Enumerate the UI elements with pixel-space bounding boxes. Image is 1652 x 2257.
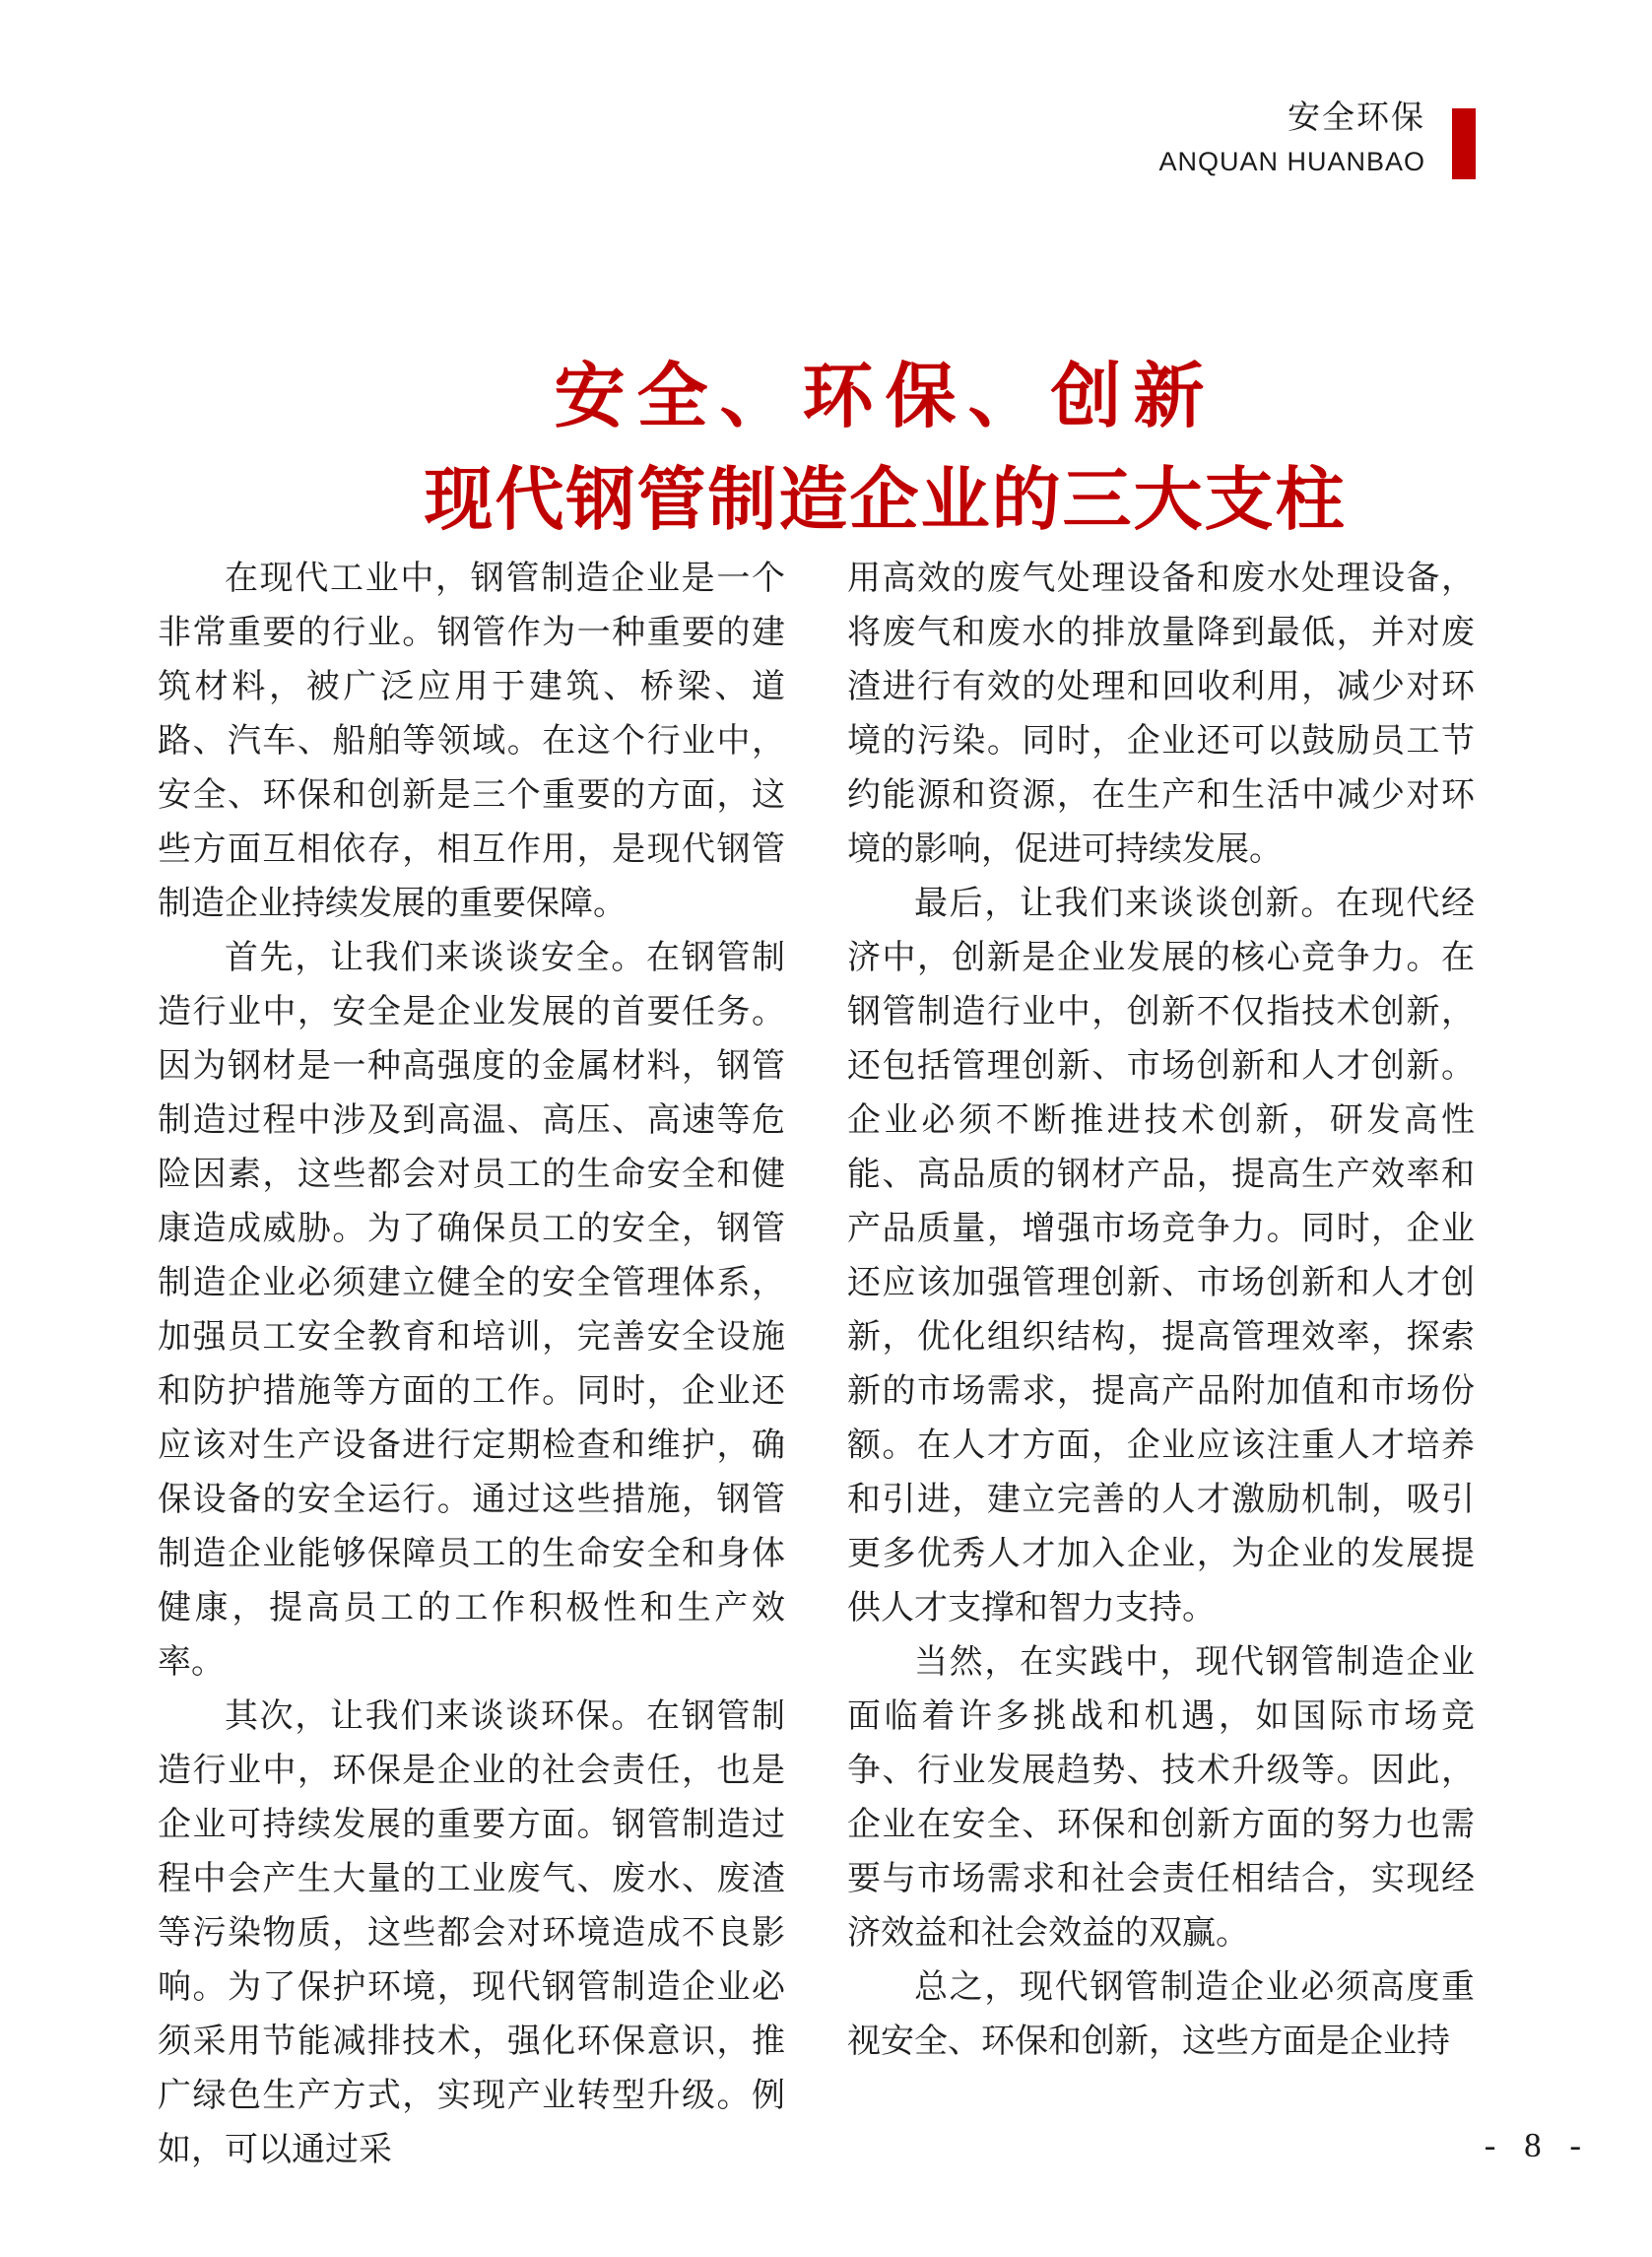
body-paragraph: 其次，让我们来谈谈环保。在钢管制造行业中，环保是企业的社会责任，也是企业可持续发展的重要方面。钢管制造过程中会产生大量的工业废气、废水、废渣等污染物质，这些都会对环境造成不良影响。为了保护环境，现代钢管制造企业必须采用节能减排技术，强化环保意识，推广绿色生产方式，实现产业转型升级。例如，可以通过采 [158, 1698, 785, 2168]
body-paragraph: 总之，现代钢管制造企业必须高度重视安全、环保和创新，这些方面是企业持 [847, 1969, 1475, 2060]
body-paragraph: 首先，让我们来谈谈安全。在钢管制造行业中，安全是企业发展的首要任务。因为钢材是一种高强度的金属材料，钢管制造过程中涉及到高温、高压、高速等危险因素，这些都会对员工的生命安全和健康造成威胁。为了确保员工的安全，钢管制造企业必须建立健全的安全管理体系，加强员工安全教育和培训，完善安全设施和防护措施等方面的工作。同时，企业还应该对生产设备进行定期检查和维护，确保设备的安全运行。通过这些措施，钢管制造企业能够保障员工的生命安全和身体健康，提高员工的工作积极性和生产效率。 [158, 940, 785, 1681]
body-paragraph: 当然，在实践中，现代钢管制造企业面临着许多挑战和机遇，如国际市场竞争、行业发展趋势、技术升级等。因此，企业在安全、环保和创新方面的努力也需要与市场需求和社会责任相结合，实现经济效益和社会效益的双赢。 [847, 1644, 1475, 1952]
red-accent-bar [1452, 108, 1476, 179]
left-column [158, 552, 785, 2177]
body-paragraph: 在现代工业中，钢管制造企业是一个非常重要的行业。钢管作为一种重要的建筑材料，被广泛应用于建筑、桥梁、道路、汽车、船舶等领域。在这个行业中，安全、环保和创新是三个重要的方面，这些方面互相依存，相互作用，是现代钢管制造企业持续发展的重要保障。 [158, 561, 785, 922]
article-body [158, 552, 1475, 2177]
section-title-chinese: 安全环保 [1288, 100, 1425, 136]
section-title-pinyin: ANQUAN HUANBAO [1158, 147, 1425, 176]
article-title-line2: 现代钢管制造企业的三大支柱 [424, 461, 1347, 538]
body-paragraph-continuation: 用高效的废气处理设备和废水处理设备，将废气和废水的排放量降到最低，并对废渣进行有效的处理和回收利用，减少对环境的污染。同时，企业还可以鼓励员工节约能源和资源，在生产和生活中减少对环境的影响，促进可持续发展。 [847, 561, 1475, 868]
body-paragraph: 最后，让我们来谈谈创新。在现代经济中，创新是企业发展的核心竞争力。在钢管制造行业中，创新不仅指技术创新，还包括管理创新、市场创新和人才创新。企业必须不断推进技术创新，研发高性能、高品质的钢材产品，提高生产效率和产品质量，增强市场竞争力。同时，企业还应该加强管理创新、市场创新和人才创新，优化组织结构，提高管理效率，探索新的市场需求，提高产品附加值和市场份额。在人才方面，企业应该注重人才培养和引进，建立完善的人才激励机制，吸引更多优秀人才加入企业，为企业的发展提供人才支撑和智力支持。 [847, 886, 1475, 1626]
section-header [1158, 102, 1425, 175]
article-title [0, 347, 1652, 552]
right-column [847, 552, 1475, 2177]
article-title-line1: 安全、环保、创新 [554, 358, 1217, 436]
page-number: - 8 - [1484, 2126, 1591, 2164]
